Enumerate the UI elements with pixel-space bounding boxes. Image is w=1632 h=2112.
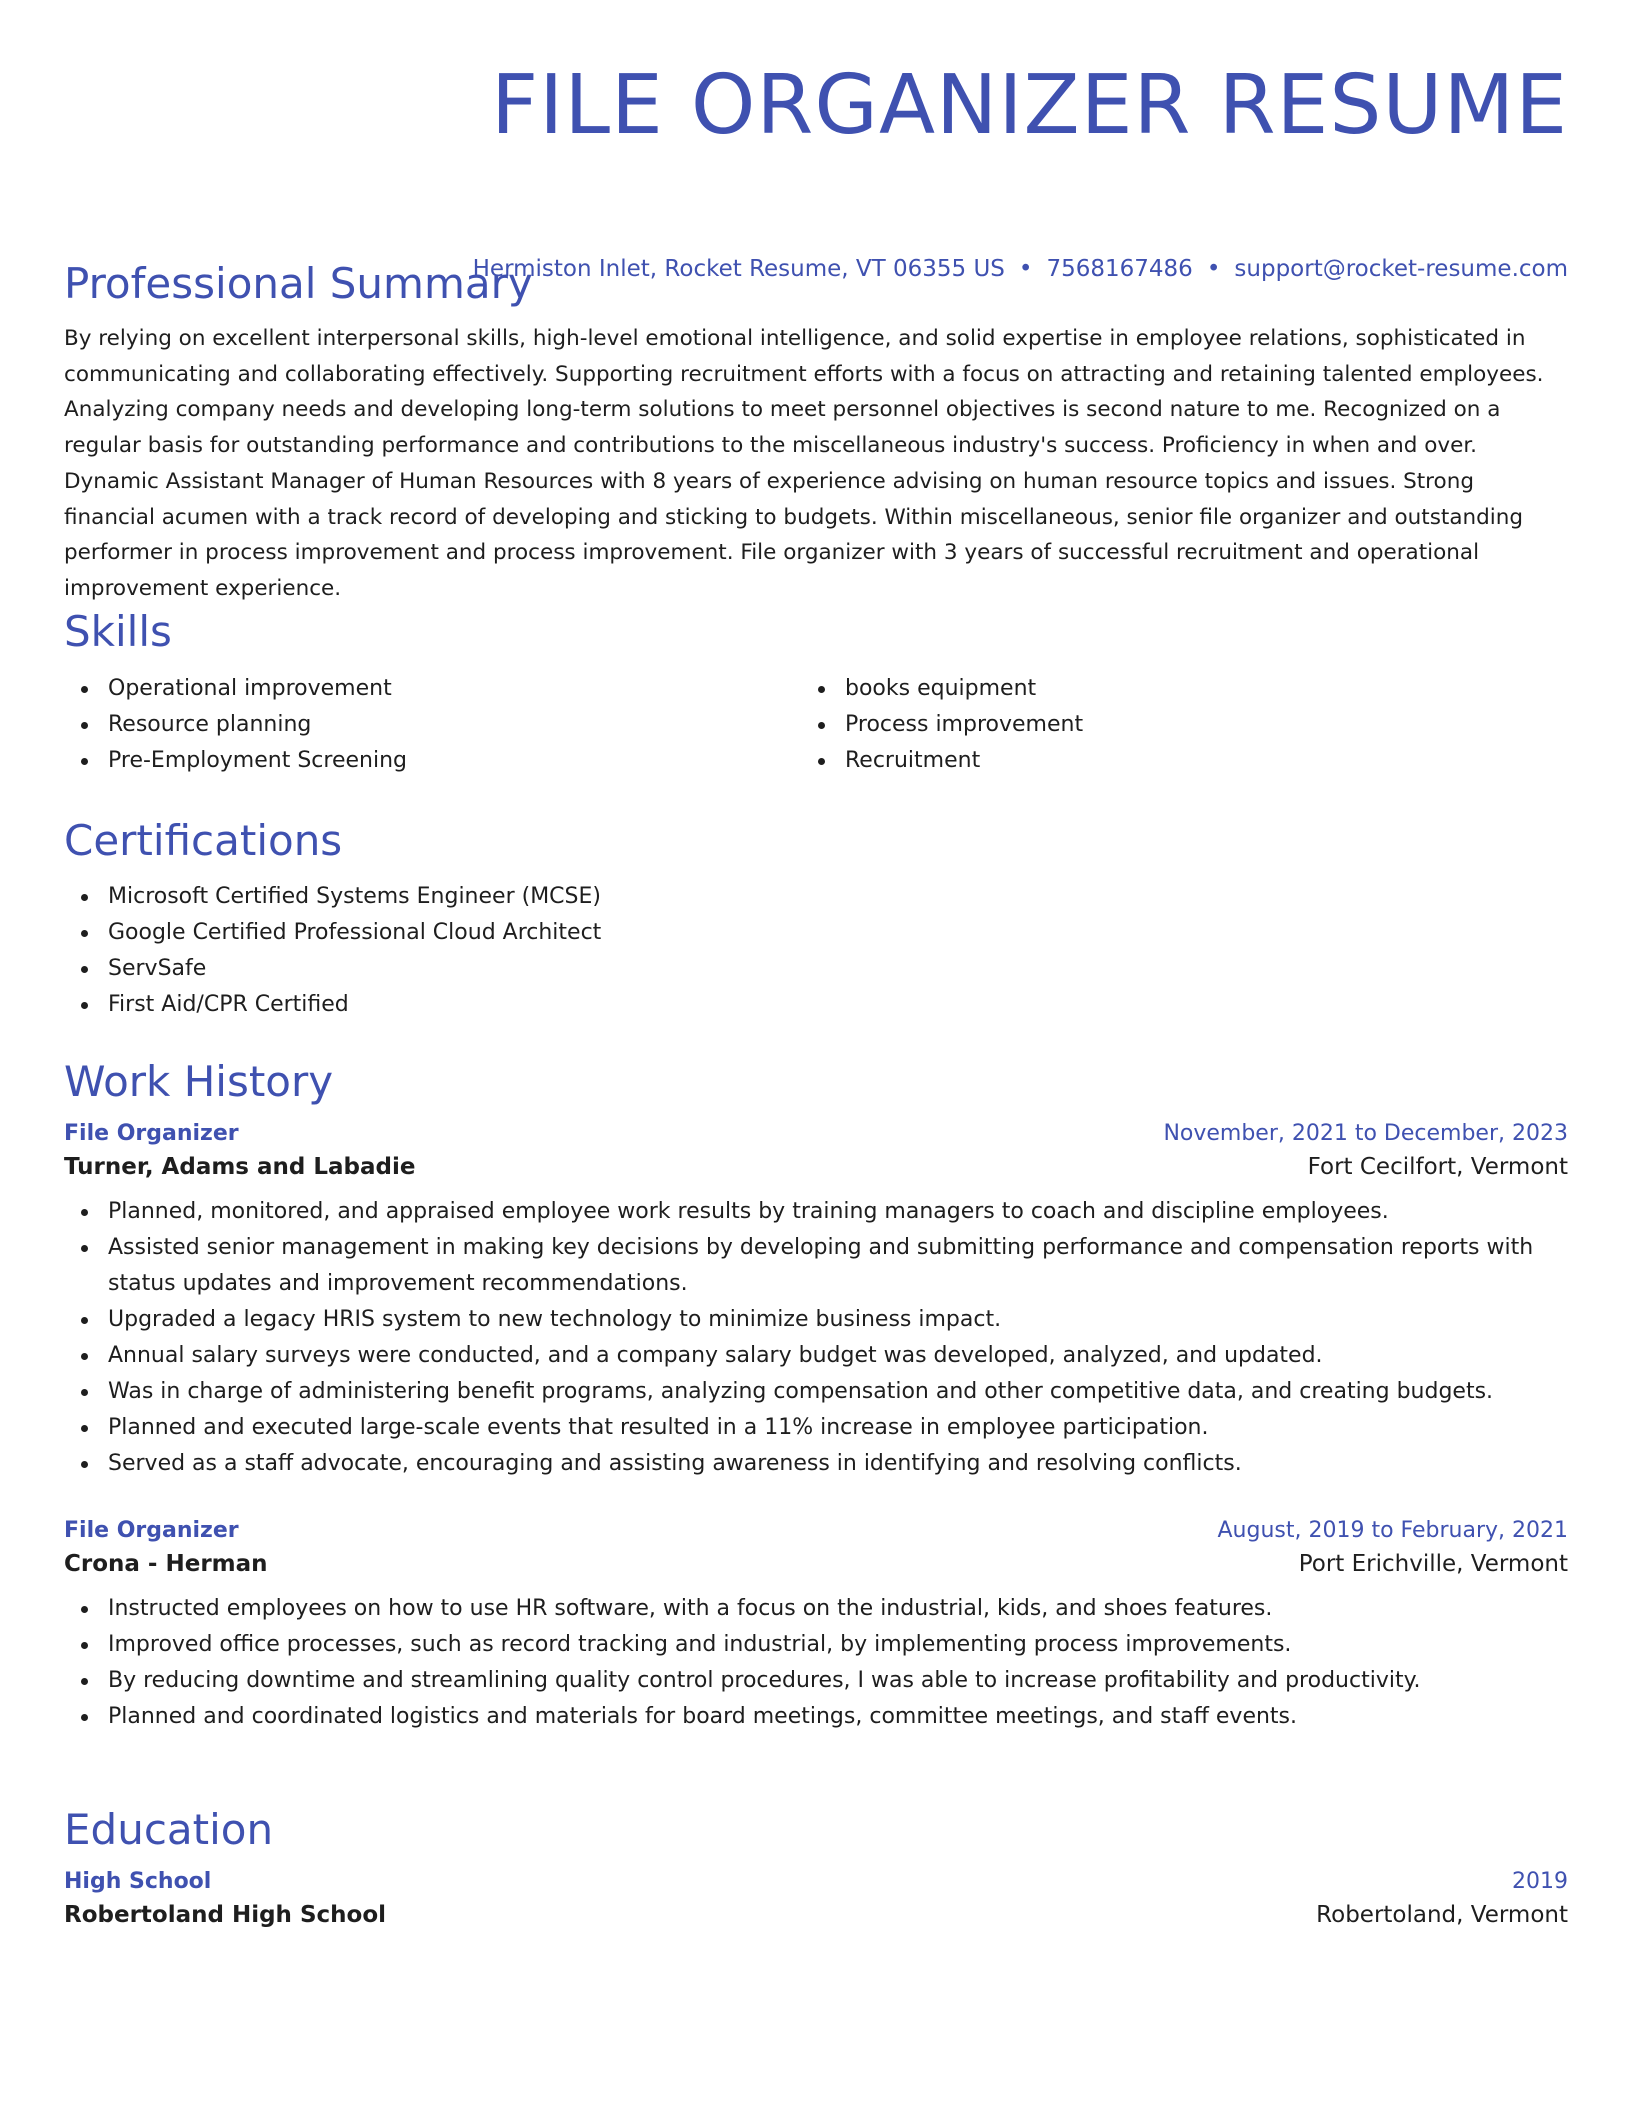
skill-item: Recruitment (801, 743, 1538, 779)
summary-heading: Professional Summary (64, 259, 533, 308)
skills-columns (64, 671, 1568, 779)
skill-item: Resource planning (64, 707, 801, 743)
skill-item: Process improvement (801, 707, 1538, 743)
job-bullet: Planned, monitored, and appraised employee work results by training managers to coach and discipline employees. (64, 1194, 1568, 1230)
education-section (64, 1804, 1568, 1928)
job-location: Fort Cecilfort, Vermont (1307, 1154, 1568, 1180)
work-history-section (64, 1056, 1568, 1735)
job-bullets (64, 1194, 1568, 1482)
certification-item: Google Certified Professional Cloud Architect (64, 915, 1568, 951)
contact-phone[interactable]: 7568167486 (1046, 256, 1193, 282)
job-title: File Organizer (64, 1518, 239, 1543)
job-bullet: Assisted senior management in making key decisions by developing and submitting performance and compensation reports with status updates and improvement recommendations. (64, 1230, 1568, 1302)
job-entry (64, 1518, 1568, 1735)
job-header-row (64, 1518, 1568, 1543)
contact-separator: • (1018, 256, 1033, 282)
job-bullet: Planned and coordinated logistics and materials for board meetings, committee meetings, and staff events. (64, 1699, 1568, 1735)
job-title: File Organizer (64, 1121, 239, 1146)
education-school-row (64, 1902, 1568, 1928)
job-location: Port Erichville, Vermont (1298, 1551, 1568, 1577)
certifications-list (64, 879, 1568, 1023)
education-year: 2019 (1512, 1869, 1568, 1894)
job-bullet: Improved office processes, such as record tracking and industrial, by implementing process improvements. (64, 1627, 1568, 1663)
job-bullet: Upgraded a legacy HRIS system to new technology to minimize business impact. (64, 1302, 1568, 1338)
certification-item: ServSafe (64, 951, 1568, 987)
education-header-row (64, 1869, 1568, 1894)
skill-item: books equipment (801, 671, 1538, 707)
skills-list-left (64, 671, 801, 779)
summary-section (64, 258, 1568, 607)
certifications-heading: Certifications (64, 816, 343, 865)
job-company: Turner, Adams and Labadie (64, 1154, 416, 1180)
job-bullet: Served as a staff advocate, encouraging and assisting awareness in identifying and resolving conflicts. (64, 1446, 1568, 1482)
job-bullet: Instructed employees on how to use HR software, with a focus on the industrial, kids, and shoes features. (64, 1591, 1568, 1627)
skills-heading: Skills (64, 607, 172, 656)
job-dates: August, 2019 to February, 2021 (1217, 1518, 1568, 1543)
job-bullet: Annual salary surveys were conducted, and a company salary budget was developed, analyzed, and updated. (64, 1338, 1568, 1374)
education-degree: High School (64, 1869, 212, 1894)
job-entry (64, 1121, 1568, 1482)
job-company: Crona - Herman (64, 1551, 268, 1577)
skill-item: Operational improvement (64, 671, 801, 707)
resume-title: FILE ORGANIZER RESUME (490, 58, 1568, 153)
job-bullet: Planned and executed large-scale events that resulted in a 11% increase in employee participation. (64, 1410, 1568, 1446)
education-heading: Education (64, 1805, 274, 1854)
skills-list-right (801, 671, 1538, 779)
contact-address: Hermiston Inlet, Rocket Resume, VT 06355 US (472, 256, 1005, 282)
certifications-section (64, 815, 1568, 1023)
certification-item: Microsoft Certified Systems Engineer (MCSE) (64, 879, 1568, 915)
job-header-row (64, 1121, 1568, 1146)
education-location: Robertoland, Vermont (1316, 1902, 1568, 1928)
work-history-heading: Work History (64, 1057, 334, 1106)
summary-text: By relying on excellent interpersonal skills, high-level emotional intelligence, and solid expertise in employee relations, sophisticated in communicating and collaborating effectively. Supporting recruitment efforts with a focus on attracting and retaining talented employees. Analyzing company needs and developing long-term solutions to meet personnel objectives is second nature to me. Recognized on a regular basis for outstanding performance and contributions to the miscellaneous industry's success. Proficiency in when and over. Dynamic Assistant Manager of Human Resources with 8 years of experience advising on human resource topics and issues. Strong financial acumen with a track record of developing and sticking to budgets. Within miscellaneous, senior file organizer and outstanding performer in process improvement and process improvement. File organizer with 3 years of successful recruitment and operational improvement experience. (64, 326, 1544, 601)
job-bullet: Was in charge of administering benefit programs, analyzing compensation and other competitive data, and creating budgets. (64, 1374, 1568, 1410)
job-company-row (64, 1551, 1568, 1577)
contact-separator: • (1206, 256, 1221, 282)
skills-section (64, 606, 1568, 779)
job-bullet: By reducing downtime and streamlining quality control procedures, I was able to increase profitability and productivity. (64, 1663, 1568, 1699)
job-bullets (64, 1591, 1568, 1735)
certification-item: First Aid/CPR Certified (64, 987, 1568, 1023)
skill-item: Pre-Employment Screening (64, 743, 801, 779)
job-dates: November, 2021 to December, 2023 (1163, 1121, 1568, 1146)
job-company-row (64, 1154, 1568, 1180)
contact-email[interactable]: support@rocket-resume.com (1234, 256, 1568, 282)
education-school: Robertoland High School (64, 1902, 386, 1928)
